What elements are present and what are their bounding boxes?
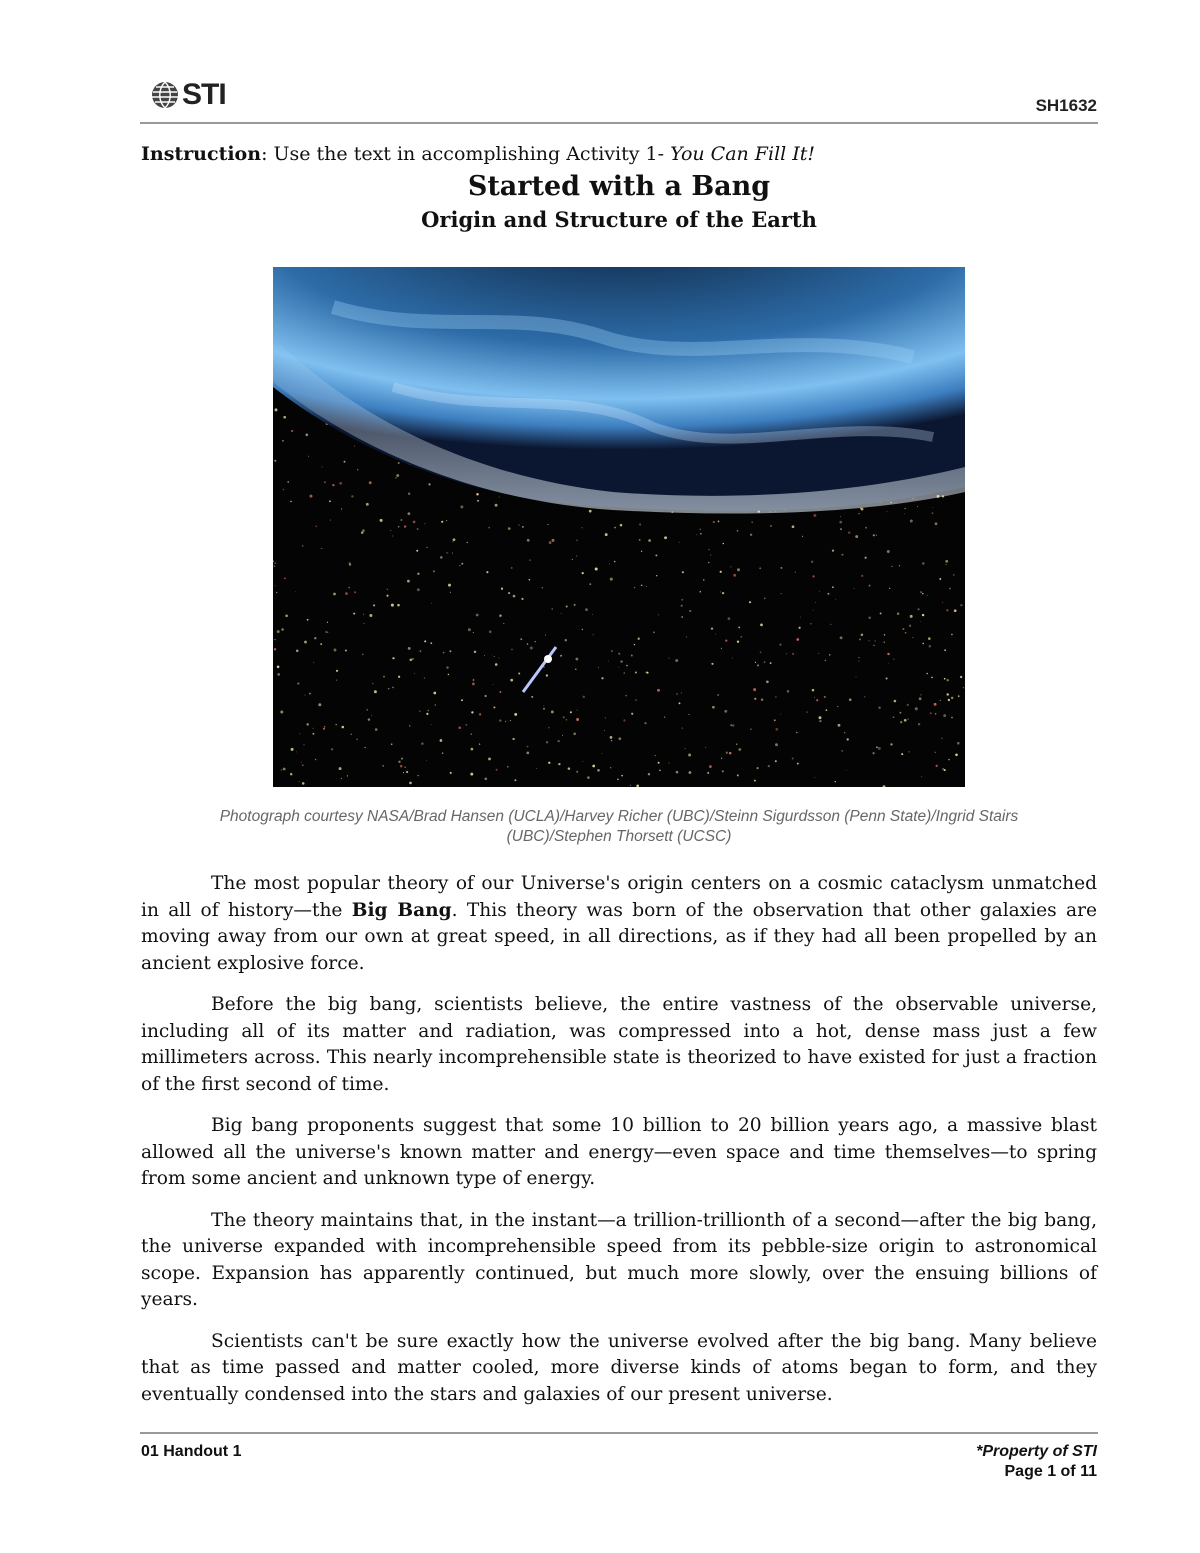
page-number: Page 1 of 11 (1004, 1463, 1097, 1480)
instruction-label: Instruction (141, 143, 262, 165)
page-title: Started with a Bang (467, 171, 771, 202)
paragraph-5: Scientists can't be sure exactly how the universe evolved after the big bang. Many believe that as time passed and matter cooled, more diverse kinds of atoms began to form, and they eventually condensed into the stars and galaxies of our present universe. (141, 1330, 1097, 1405)
caption-line-1: Photograph courtesy NASA/Brad Hansen (UCLA)/Harvey Richer (UBC)/Steinn Sigurdsson (Penn State)/Ingrid Stairs (219, 808, 1019, 825)
paragraph-1-text-a: The most popular theory of our Universe's origin centers on a cosmic cataclysm unmatched in all of history—the (141, 873, 1097, 921)
globe-icon (150, 80, 180, 110)
activity-name: You Can Fill It! (670, 143, 816, 165)
instruction-text: : Use the text in accomplishing Activity 1- (261, 143, 671, 165)
footer-info (976, 1442, 1097, 1482)
header-divider (140, 122, 1098, 124)
handout-label: 01 Handout 1 (141, 1443, 242, 1460)
paragraph-1 (141, 871, 1097, 977)
paragraph-2: Before the big bang, scientists believe, the entire vastness of the observable universe, including all of its matter and radiation, was compressed into a hot, dense mass just a few millimeters across. This nearly incomprehensible state is theorized to have existed for just a fraction of the first second of time. (141, 994, 1097, 1095)
body-text (141, 871, 1097, 1423)
sti-logo (150, 78, 226, 112)
footer-divider (140, 1432, 1098, 1434)
document-code: SH1632 (1035, 96, 1097, 115)
instruction-line (141, 143, 815, 165)
big-bang-term: Big Bang (351, 899, 452, 921)
photo-caption (140, 807, 1098, 847)
paragraph-4: The theory maintains that, in the instant—a trillion-trillionth of a second—after the big bang, the universe expanded with incomprehensible speed from its pebble-size origin to astronomical scope. Expansion has apparently continued, but much more slowly, over the ensuing billions of years. (141, 1209, 1097, 1310)
paragraph-3: Big bang proponents suggest that some 10 billion to 20 billion years ago, a massive blast allowed all the universe's known matter and energy—even space and time themselves—to spring from some ancient and unknown type of energy. (141, 1115, 1097, 1189)
space-photo (273, 267, 965, 787)
caption-line-2: (UBC)/Stephen Thorsett (UCSC) (506, 828, 732, 845)
property-notice: *Property of STI (976, 1443, 1097, 1460)
logo-text: STI (182, 78, 226, 111)
page-subtitle: Origin and Structure of the Earth (421, 207, 817, 232)
paragraph-1-text-b: . This theory was born of the observation that other galaxies are moving away from our own at great speed, in all directions, as if they had all been propelled by an ancient explosive force. (141, 899, 1097, 974)
